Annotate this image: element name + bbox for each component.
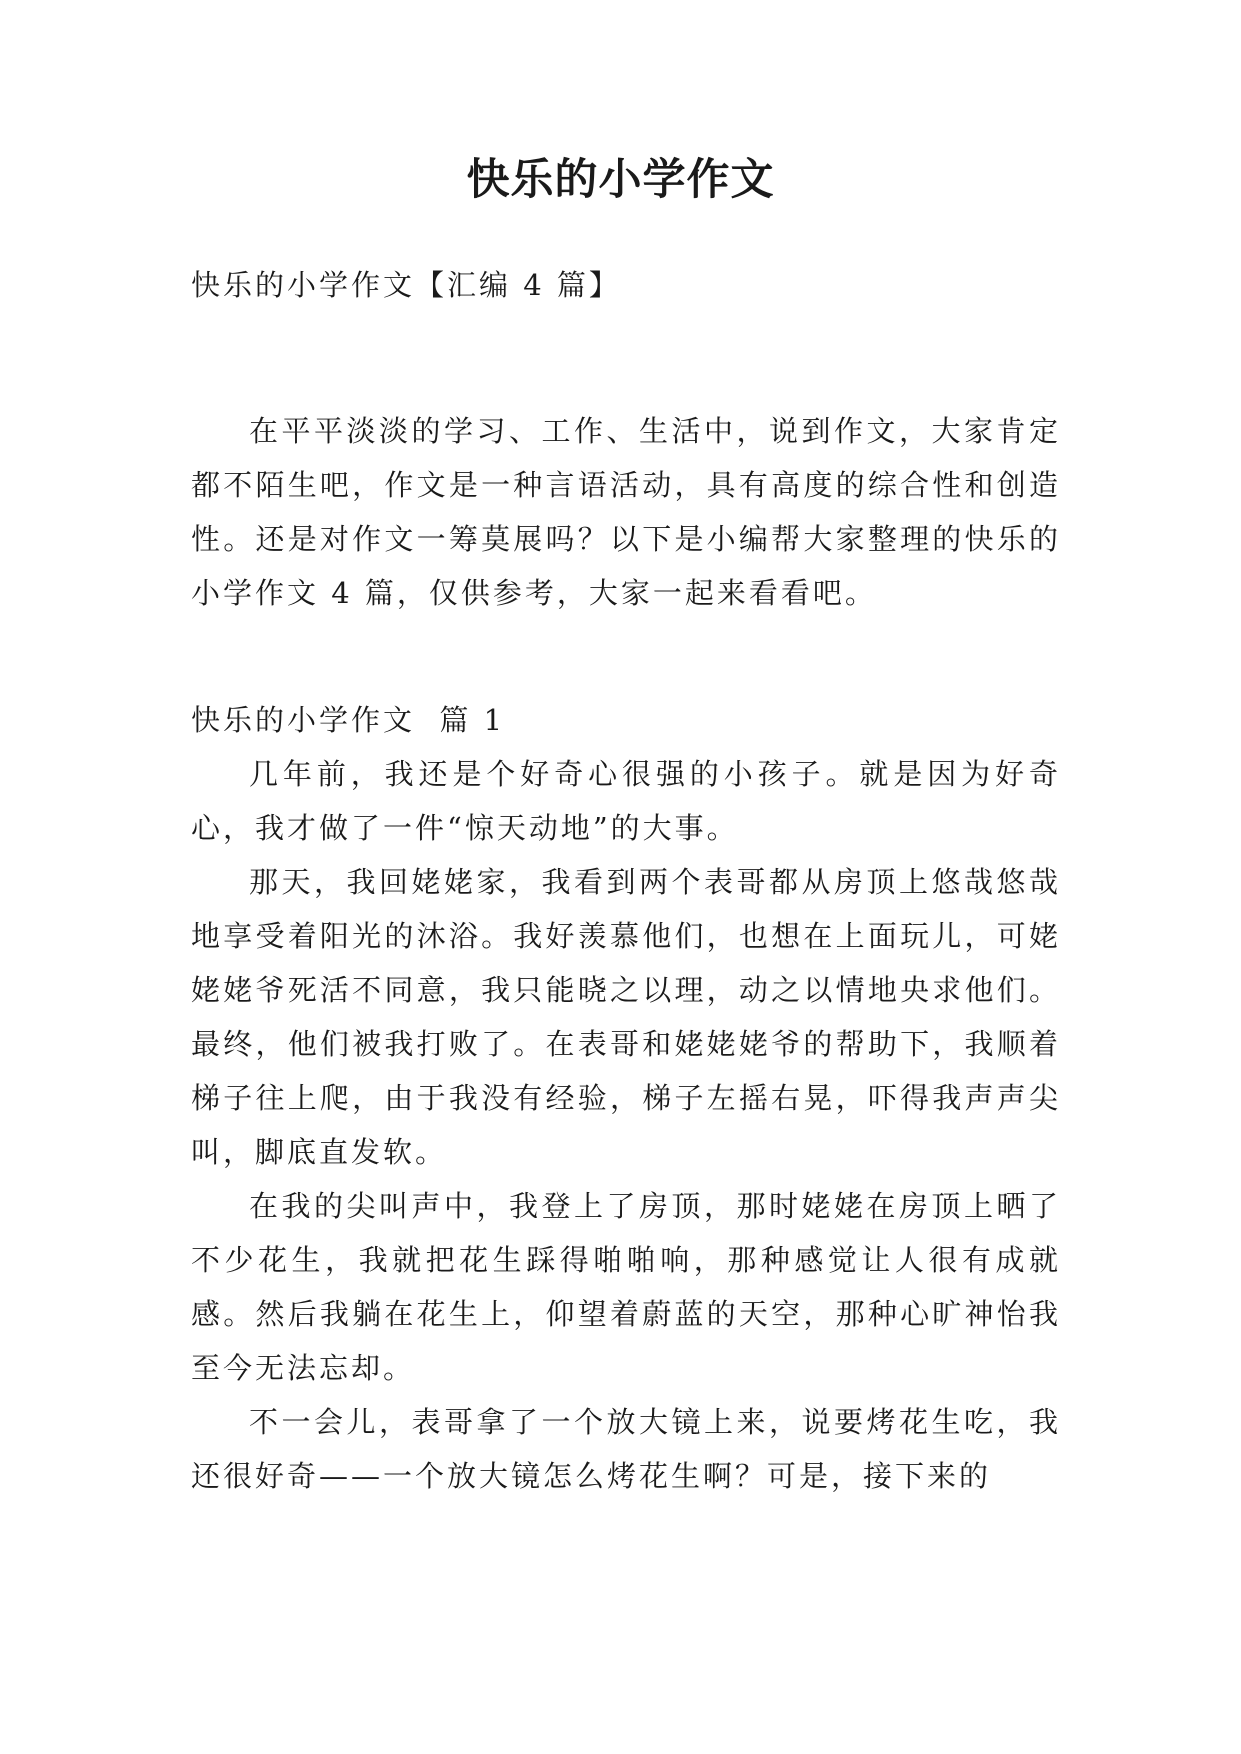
essay-paragraph: 几年前，我还是个好奇心很强的小孩子。就是因为好奇心，我才做了一件“惊天动地”的大事。 (191, 757, 1061, 845)
document-subtitle: 快乐的小学作文【汇编 4 篇】 (191, 268, 621, 302)
essay-paragraph: 在我的尖叫声中，我登上了房顶，那时姥姥在房顶上晒了不少花生，我就把花生踩得啪啪响，那种感觉让人很有成就感。然后我躺在花生上，仰望着蔚蓝的天空，那种心旷神怡我至今无法忘却。 (191, 1189, 1061, 1385)
section-heading: 快乐的小学作文 篇 1 (191, 703, 506, 737)
essay-paragraph: 那天，我回姥姥家，我看到两个表哥都从房顶上悠哉悠哉地享受着阳光的沐浴。我好羡慕他们，也想在上面玩儿，可姥姥姥爷死活不同意，我只能晓之以理，动之以情地央求他们。最终，他们被我打败了。在表哥和姥姥姥爷的帮助下，我顺着梯子往上爬，由于我没有经验，梯子左摇右晃，吓得我声声尖叫，脚底直发软。 (191, 865, 1061, 1169)
intro-paragraph: 在平平淡淡的学习、工作、生活中，说到作文，大家肯定都不陌生吧，作文是一种言语活动，具有高度的综合性和创造性。还是对作文一筹莫展吗？以下是小编帮大家整理的快乐的小学作文 4 篇，仅供参考，大家一起来看看吧。 (191, 414, 1061, 610)
essay-body (191, 747, 1061, 1503)
document-title: 快乐的小学作文 (466, 155, 775, 205)
essay-paragraph: 不一会儿，表哥拿了一个放大镜上来，说要烤花生吃，我还很好奇——一个放大镜怎么烤花生啊？可是，接下来的 (191, 1405, 1061, 1493)
